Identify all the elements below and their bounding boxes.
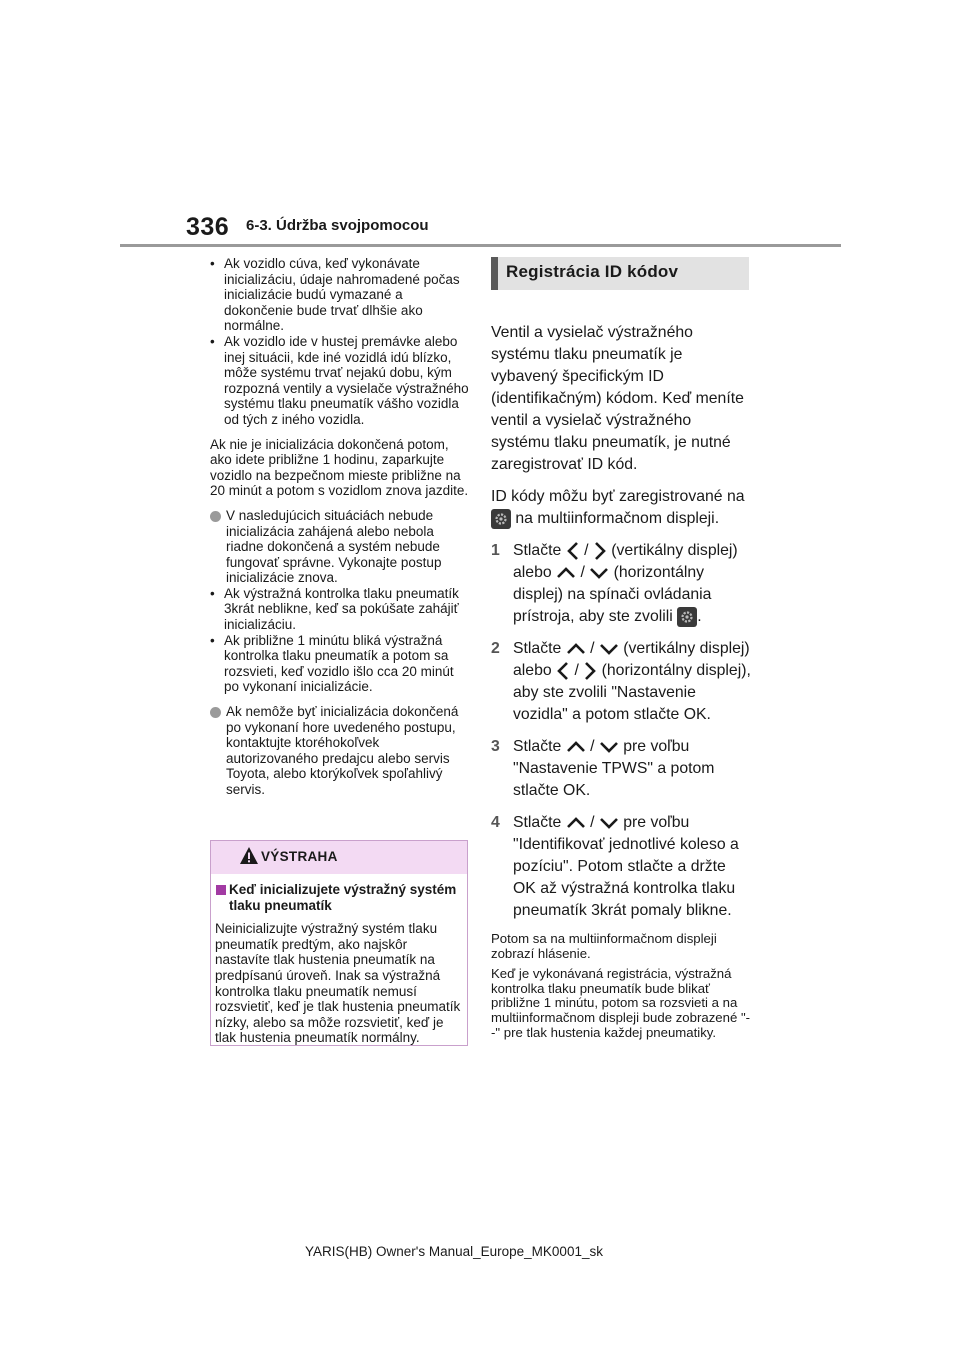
chevron-up-icon: [556, 566, 576, 580]
chevron-right-icon: [583, 661, 597, 681]
heading-title: Registrácia ID kódov: [506, 262, 679, 281]
step-4: 4 Stlačte / pre voľbu "Identifikovať jednotlivé koleso a pozíciu". Potom stlačte a držte OK až výstražná kontrolka tlaku pneumatík 3krát pomaly blikne.: [491, 814, 739, 919]
warning-title: VÝSTRAHA: [261, 849, 338, 864]
warning-triangle-icon: [239, 846, 259, 866]
section-title: 6-3. Údržba svojpomocou: [246, 217, 429, 234]
chevron-down-icon: [599, 740, 619, 754]
page-footer: YARIS(HB) Owner's Manual_Europe_MK0001_sk: [305, 1244, 603, 1259]
circle-bullet-icon: [210, 511, 221, 522]
step-2: 2 Stlačte / (vertikálny displej) alebo / (horizontálny displej), aby ste zvolili "Nastavenie vozidla" a potom stlačte OK.: [491, 640, 751, 723]
intro-paragraph: Ventil a vysielač výstražného systému tlaku pneumatík je vybavený špecifickým ID (identifikačným) kódom. Keď meníte ventil a vysielač výstražného systému tlaku pneumatík, je nutné zaregistrovať ID kód.: [491, 324, 744, 473]
step-1: 1 Stlačte / (vertikálny displej) alebo / (horizontálny displej) na spínači ovládania prístroja, aby ste zvolili .: [491, 542, 738, 625]
paragraph: Ak nie je inicializácia dokončená potom, ako idete približne 1 hodinu, zaparkujte vozidlo na bezpečnom mieste približne na 20 minút a potom s vozidlom znova jazdite.: [210, 436, 469, 499]
ok-key-label: OK: [513, 880, 536, 897]
header-rule: [120, 244, 841, 247]
left-column: [210, 256, 470, 798]
chevron-right-icon: [593, 541, 607, 561]
chevron-down-icon: [589, 566, 609, 580]
note: Keď je vykonávaná registrácia, výstražná kontrolka tlaku pneumatík bude blikať približne 1 minútu, potom sa rozsvieti a na multiinformačnom displeji bude zobrazené "--" pre tlak hustenia každej pneumatiky.: [491, 966, 751, 1040]
note: Potom sa na multiinformačnom displeji zobrazí hlásenie.: [491, 931, 717, 961]
circle-bullet-icon: [210, 707, 221, 718]
page-number: 336: [186, 213, 230, 241]
section-heading: [491, 257, 749, 290]
heading-bar: [491, 257, 498, 290]
warning-text: Neinicializujte výstražný systém tlaku pneumatík predtým, ako najskôr nastavíte tlak hustenia pneumatík na predpísanú úroveň. Inak sa výstražná kontrolka tlaku pneumatík nemusí rozsvietiť, keď je tlak hustenia pneumatík nízky, alebo sa môže rozsvietiť, keď je tlak hustenia pneumatík normálny.: [215, 921, 461, 1046]
warning-subtitle: Keď inicializujete výstražný systém tlaku pneumatík: [215, 882, 463, 913]
settings-gear-icon: [677, 607, 697, 627]
settings-gear-icon: [491, 509, 511, 529]
step-3: 3 Stlačte / pre voľbu "Nastavenie TPWS" a potom stlačte OK.: [491, 738, 715, 799]
ok-key-label: OK: [683, 706, 707, 723]
warning-box: [210, 840, 468, 1046]
bullet-item: • Ak výstražná kontrolka tlaku pneumatík 3krát neblikne, keď sa pokúšate zahájiť inicializáciu.: [210, 585, 459, 633]
chevron-down-icon: [599, 816, 619, 830]
paragraph: ID kódy môžu byť zaregistrované na na multiinformačnom displeji.: [491, 488, 745, 527]
right-column: [491, 322, 753, 1040]
chevron-up-icon: [566, 642, 586, 656]
ok-key-label: OK: [563, 782, 586, 799]
chevron-left-icon: [556, 661, 570, 681]
bullet-item: • Ak vozidlo cúva, keď vykonávate inicializáciu, údaje nahromadené počas inicializácie budú vymazané a dokončenie bude trvať dlhšie ako normálne.: [210, 256, 460, 334]
circle-item: V nasledujúcich situáciách nebude inicializácia zahájená alebo nebola riadne dokončená a systém nebude fungovať správne. Vykonajte postup inicializácie znova.: [210, 508, 470, 586]
bullet-item: • Ak približne 1 minútu bliká výstražná kontrolka tlaku pneumatík a potom sa rozsvieti, keď vozidlo išlo cca 20 minút po vykonaní inicializácie.: [210, 632, 454, 695]
chevron-left-icon: [566, 541, 580, 561]
circle-item: Ak nemôže byť inicializácia dokončená po vykonaní hore uvedeného postupu, kontaktujte ktoréhokoľvek autorizovaného predajcu alebo servis Toyota, alebo ktorýkoľvek spoľahlivý servis.: [210, 704, 470, 798]
warning-header: [211, 841, 467, 874]
bullet-item: • Ak vozidlo ide v hustej premávke alebo inej situácii, kde iné vozidlá idú blízko, môže systému trvať nejakú dobu, kým rozpozná ventily a vysielače výstražného systému tlaku pneumatík vášho vozidla od tých z iného vozidla.: [210, 333, 469, 427]
warning-body: [211, 874, 467, 1046]
chevron-down-icon: [599, 642, 619, 656]
chevron-up-icon: [566, 740, 586, 754]
chevron-up-icon: [566, 816, 586, 830]
square-bullet-icon: [216, 885, 226, 895]
